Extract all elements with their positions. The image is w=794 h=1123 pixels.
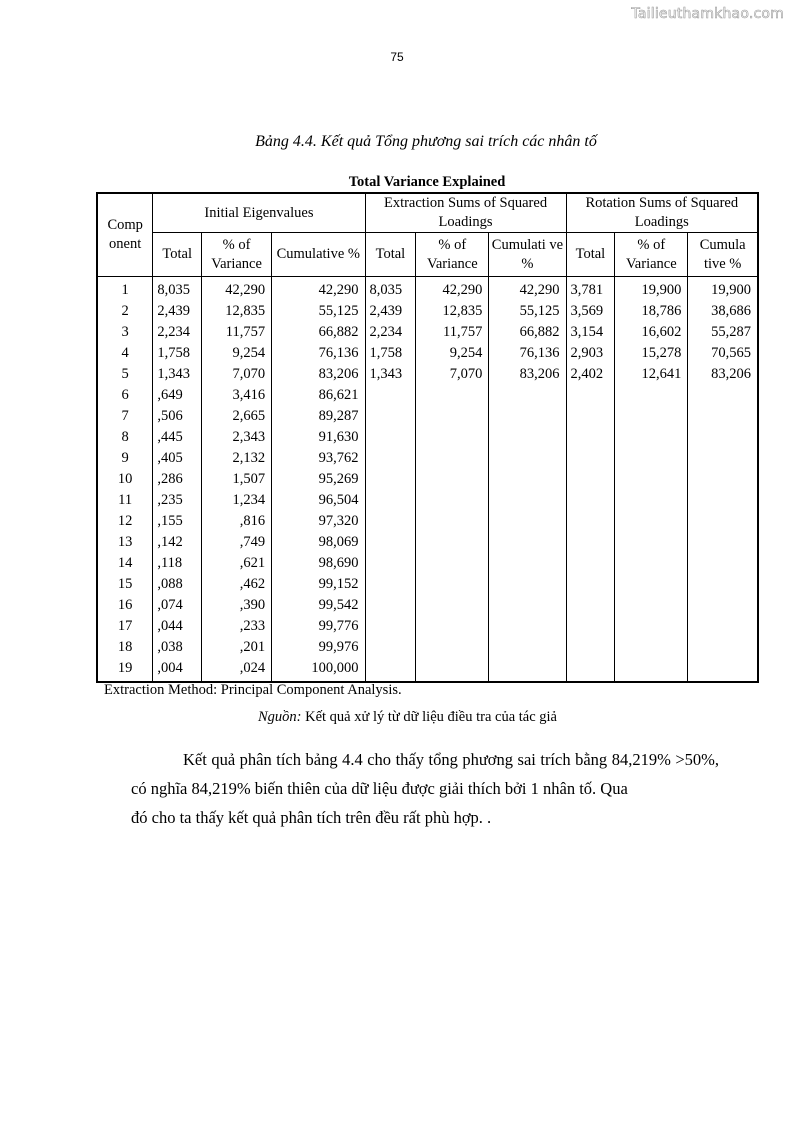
value-cell [688,574,758,595]
value-cell [615,490,688,511]
value-cell: 42,290 [416,277,489,302]
value-cell [688,658,758,682]
value-cell: ,506 [153,406,202,427]
value-cell [688,637,758,658]
table-row [97,364,758,385]
value-cell: 96,504 [272,490,365,511]
value-cell: ,155 [153,511,202,532]
value-cell: 2,439 [365,301,416,322]
value-cell [416,658,489,682]
table-row [97,385,758,406]
value-cell [566,532,615,553]
value-cell: 19,900 [615,277,688,302]
value-cell: ,816 [202,511,272,532]
component-cell: 9 [97,448,153,469]
source-label: Nguồn: [258,709,302,725]
value-cell: 38,686 [688,301,758,322]
value-cell: 11,757 [416,322,489,343]
value-cell [688,490,758,511]
value-cell: 55,125 [489,301,566,322]
value-cell [416,406,489,427]
value-cell: 42,290 [202,277,272,302]
paragraph-line-2: đó cho ta thấy kết quả phân tích trên đều rất phù hợp. . [131,808,492,827]
value-cell [688,427,758,448]
table-caption: Bảng 4.4. Kết quả Tổng phương sai trích các nhân tố [255,133,597,150]
component-cell: 19 [97,658,153,682]
value-cell [566,490,615,511]
value-cell [615,406,688,427]
value-cell [416,553,489,574]
value-cell [688,469,758,490]
value-cell: 12,835 [416,301,489,322]
value-cell [365,637,416,658]
value-cell [688,532,758,553]
value-cell [365,595,416,616]
table-footnote: Extraction Method: Principal Component Analysis. [104,682,402,698]
value-cell [416,427,489,448]
value-cell [688,553,758,574]
value-cell [566,553,615,574]
value-cell [489,574,566,595]
value-cell [416,637,489,658]
value-cell [615,637,688,658]
source-note [258,709,557,726]
value-cell: 9,254 [202,343,272,364]
value-cell: 2,439 [153,301,202,322]
component-cell: 4 [97,343,153,364]
value-cell: 76,136 [489,343,566,364]
value-cell [489,490,566,511]
value-cell: ,038 [153,637,202,658]
value-cell [365,448,416,469]
value-cell: 42,290 [272,277,365,302]
value-cell [566,616,615,637]
value-cell [416,385,489,406]
value-cell [615,385,688,406]
value-cell [489,637,566,658]
subheader-initial-total: Total [153,233,202,277]
value-cell [365,385,416,406]
value-cell [566,448,615,469]
value-cell: ,044 [153,616,202,637]
value-cell [566,595,615,616]
value-cell: ,649 [153,385,202,406]
value-cell: 1,758 [153,343,202,364]
value-cell: 83,206 [688,364,758,385]
component-cell: 15 [97,574,153,595]
value-cell: ,462 [202,574,272,595]
value-cell: 99,542 [272,595,365,616]
value-cell: 99,976 [272,637,365,658]
component-cell: 18 [97,637,153,658]
value-cell [365,574,416,595]
table-row [97,574,758,595]
table-row [97,637,758,658]
value-cell: 86,621 [272,385,365,406]
value-cell [566,427,615,448]
table-row [97,595,758,616]
value-cell: 16,602 [615,322,688,343]
component-cell: 6 [97,385,153,406]
value-cell: ,142 [153,532,202,553]
value-cell [566,385,615,406]
value-cell [489,448,566,469]
value-cell [416,469,489,490]
value-cell [615,469,688,490]
value-cell [615,658,688,682]
value-cell: 12,641 [615,364,688,385]
value-cell [416,595,489,616]
value-cell: 93,762 [272,448,365,469]
value-cell: 66,882 [489,322,566,343]
component-cell: 1 [97,277,153,302]
value-cell: 1,234 [202,490,272,511]
value-cell: 98,690 [272,553,365,574]
value-cell: 9,254 [416,343,489,364]
value-cell: 8,035 [153,277,202,302]
table-row [97,469,758,490]
value-cell: 15,278 [615,343,688,364]
value-cell: 8,035 [365,277,416,302]
value-cell [615,595,688,616]
value-cell: 2,132 [202,448,272,469]
value-cell [688,406,758,427]
value-cell: 2,234 [153,322,202,343]
value-cell: 11,757 [202,322,272,343]
component-cell: 2 [97,301,153,322]
value-cell [416,490,489,511]
value-cell: 12,835 [202,301,272,322]
value-cell [416,511,489,532]
value-cell [688,595,758,616]
component-cell: 12 [97,511,153,532]
component-cell: 16 [97,595,153,616]
value-cell: 1,343 [365,364,416,385]
value-cell: ,088 [153,574,202,595]
page-number: 75 [390,50,404,64]
table-row [97,658,758,682]
value-cell: 2,343 [202,427,272,448]
value-cell: 83,206 [489,364,566,385]
value-cell [615,616,688,637]
subheader-rotation-total: Total [566,233,615,277]
value-cell [489,427,566,448]
value-cell: 55,125 [272,301,365,322]
value-cell: ,074 [153,595,202,616]
value-cell [566,658,615,682]
value-cell [416,574,489,595]
subheader-extraction-total: Total [365,233,416,277]
component-cell: 7 [97,406,153,427]
table-row [97,406,758,427]
value-cell [688,511,758,532]
table-row [97,511,758,532]
component-cell: 8 [97,427,153,448]
value-cell: 83,206 [272,364,365,385]
value-cell: 99,152 [272,574,365,595]
table-row [97,343,758,364]
value-cell [566,574,615,595]
value-cell [489,511,566,532]
value-cell: ,201 [202,637,272,658]
value-cell: 89,287 [272,406,365,427]
value-cell: 98,069 [272,532,365,553]
value-cell [489,595,566,616]
value-cell [365,616,416,637]
value-cell [566,511,615,532]
value-cell: 42,290 [489,277,566,302]
value-cell: 3,781 [566,277,615,302]
value-cell: 97,320 [272,511,365,532]
table-row [97,301,758,322]
value-cell [489,406,566,427]
value-cell [365,511,416,532]
value-cell [615,427,688,448]
header-initial-eigenvalues: Initial Eigenvalues [153,193,365,233]
component-cell: 17 [97,616,153,637]
value-cell [489,469,566,490]
subheader-extraction-cumulative: Cumulati ve % [489,233,566,277]
source-text: Kết quả xử lý từ dữ liệu điều tra của tác giả [305,709,557,725]
value-cell: ,390 [202,595,272,616]
value-cell: 70,565 [688,343,758,364]
table-row [97,427,758,448]
table-row [97,277,758,302]
value-cell [489,553,566,574]
value-cell: 7,070 [202,364,272,385]
value-cell [365,469,416,490]
value-cell [365,490,416,511]
header-rotation-sums: Rotation Sums of Squared Loadings [566,193,758,233]
value-cell [416,448,489,469]
value-cell: 2,402 [566,364,615,385]
value-cell [365,658,416,682]
value-cell [688,616,758,637]
value-cell [566,637,615,658]
table-row [97,532,758,553]
value-cell [615,574,688,595]
component-cell: 13 [97,532,153,553]
component-cell: 11 [97,490,153,511]
watermark: Tailieuthamkhao.com [631,6,784,22]
paragraph-line-1: Kết quả phân tích bảng 4.4 cho thấy tổng phương sai trích bằng 84,219% >50%, có nghĩa 84,219% biến thiên của dữ liệu được giải thích bởi 1 nhân tố. Qua [131,750,719,798]
value-cell: 2,234 [365,322,416,343]
subheader-rotation-variance: % of Variance [615,233,688,277]
value-cell: 95,269 [272,469,365,490]
value-cell: ,405 [153,448,202,469]
value-cell [365,532,416,553]
value-cell: 66,882 [272,322,365,343]
value-cell: ,233 [202,616,272,637]
value-cell [615,553,688,574]
value-cell: ,004 [153,658,202,682]
value-cell [365,553,416,574]
value-cell: 100,000 [272,658,365,682]
value-cell [688,448,758,469]
table-title: Total Variance Explained [348,174,506,190]
body-paragraph [131,745,719,832]
value-cell: ,445 [153,427,202,448]
header-component: Comp onent [97,193,153,277]
value-cell: 1,507 [202,469,272,490]
value-cell [489,658,566,682]
value-cell: 18,786 [615,301,688,322]
subheader-extraction-variance: % of Variance [416,233,489,277]
value-cell: 91,630 [272,427,365,448]
subheader-initial-cumulative: Cumulative % [272,233,365,277]
value-cell: 55,287 [688,322,758,343]
value-cell: 2,903 [566,343,615,364]
value-cell [615,511,688,532]
table-row [97,448,758,469]
value-cell: ,024 [202,658,272,682]
value-cell: 2,665 [202,406,272,427]
component-cell: 14 [97,553,153,574]
value-cell: 19,900 [688,277,758,302]
value-cell: 3,569 [566,301,615,322]
value-cell: 99,776 [272,616,365,637]
value-cell: 76,136 [272,343,365,364]
value-cell: ,621 [202,553,272,574]
value-cell [416,616,489,637]
component-cell: 3 [97,322,153,343]
value-cell: ,286 [153,469,202,490]
value-cell: 1,758 [365,343,416,364]
table-row [97,616,758,637]
value-cell [566,469,615,490]
value-cell: ,118 [153,553,202,574]
header-extraction-sums: Extraction Sums of Squared Loadings [365,193,566,233]
value-cell [615,448,688,469]
component-cell: 10 [97,469,153,490]
value-cell [688,385,758,406]
table-row [97,490,758,511]
value-cell [489,532,566,553]
total-variance-table [96,192,759,683]
table-row [97,553,758,574]
value-cell: 7,070 [416,364,489,385]
component-cell: 5 [97,364,153,385]
value-cell [365,406,416,427]
value-cell [615,532,688,553]
value-cell [416,532,489,553]
value-cell: 1,343 [153,364,202,385]
value-cell [365,427,416,448]
value-cell [566,406,615,427]
value-cell: 3,154 [566,322,615,343]
value-cell [489,616,566,637]
value-cell: ,235 [153,490,202,511]
table-row [97,322,758,343]
value-cell [489,385,566,406]
value-cell: 3,416 [202,385,272,406]
value-cell: ,749 [202,532,272,553]
subheader-initial-variance: % of Variance [202,233,272,277]
subheader-rotation-cumulative: Cumula tive % [688,233,758,277]
